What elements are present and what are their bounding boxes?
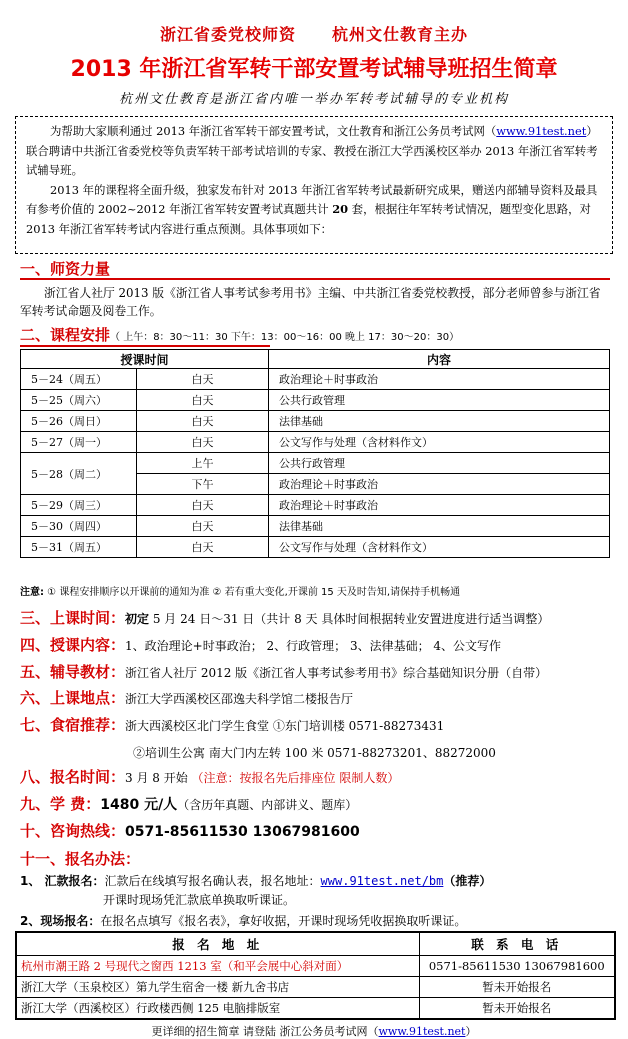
page-title: 2013 年浙江省军转干部安置考试辅导班招生简章	[70, 57, 558, 82]
section-hotline: 十、咨询热线：0571-85611530 13067981600	[20, 822, 360, 840]
section-lodging: 七、食宿推荐：浙大西溪校区北门学生食堂 ①东门培训楼 0571-88273431	[20, 716, 445, 734]
page-subtitle: 杭州文仕教育是浙江省内唯一举办军转考试辅导的专业机构	[118, 92, 509, 107]
section-teachers-text: 浙江省人社厅 2013 版《浙江省人事考试参考用书》主编、中共浙江省委党校教授，部分老师曾参与浙江省军转考试命题及阅卷工作。	[20, 286, 601, 318]
table-row: 5－24（周五） 白天 政治理论＋时事政治	[21, 369, 610, 390]
table-row: 浙江大学（玉泉校区）第九学生宿舍一楼 新九舍书店 暂未开始报名	[16, 977, 615, 998]
table-row: 浙江大学（西溪校区）行政楼西侧 125 电脑排版室 暂未开始报名	[16, 998, 615, 1020]
lodging-line2: ②培训生公寓 南大门内左转 100 米 0571-88273201、88272000	[133, 746, 496, 760]
schedule-notice: 注意: ① 课程安排顺序以开课前的通知为准 ② 若有重大变化,开课前 15 天及时告知,请保持手机畅通	[20, 587, 461, 598]
section-content: 四、授课内容：1、政治理论+时事政治； 2、行政管理； 3、法律基础； 4、公文写作	[20, 636, 502, 654]
table-header: 报 名 地 址 联 系 电 话	[16, 932, 615, 956]
reg-step1-line2: 开课时现场凭汇款底单换取听课证。	[103, 893, 296, 907]
table-row: 5－29（周三） 白天 政治理论＋时事政治	[21, 495, 610, 516]
intro-p1: 为帮助大家顺利通过 2013 年浙江省军转干部安置考试，文仕教育和浙江公务员考试网（www.91test.net）联合聘请中共浙江省委党校等负责军转干部考试培训的专家、教授在浙江大学西溪校区举办 2013 年浙江省军转考试辅导班。	[26, 124, 598, 177]
section-class-time: 三、上课时间：初定 5 月 24 日～31 日（共计 8 天 具体时间根据转业安置进度进行适当调整）	[20, 609, 550, 627]
site-link[interactable]: www.91test.net	[496, 124, 587, 138]
table-row: 5－26（周日） 白天 法律基础	[21, 411, 610, 432]
footer-link[interactable]: www.91test.net	[378, 1025, 466, 1038]
table-header: 授课时间 内容	[21, 350, 610, 369]
table-row: 5－25（周六） 白天 公共行政管理	[21, 390, 610, 411]
section-schedule-heading: 二、课程安排（ 上午：8：30～11：30 下午：13：00～16：00 晚上 17：30～20：30）	[20, 326, 460, 344]
reg-step1: 1、 汇款报名：汇款后在线填写报名确认表，报名地址：www.91test.net/bm（推荐）	[20, 874, 492, 888]
org2: 杭州文仕教育主办	[332, 25, 469, 44]
table-row: 下午 政治理论＋时事政治	[21, 474, 610, 495]
section-teachers-heading: 一、师资力量	[20, 260, 111, 278]
table-row: 5－27（周一） 白天 公文写作与处理（含材料作文）	[21, 432, 610, 453]
section-reg-method: 十一、报名办法：	[20, 850, 141, 868]
reg-step2: 2、现场报名：在报名点填写《报名表》，拿好收据，开课时现场凭收据换取听课证。	[20, 914, 467, 928]
footer: 更详细的招生简章 请登陆 浙江公务员考试网（www.91test.net）	[151, 1025, 477, 1038]
divider	[20, 345, 270, 347]
reg-link[interactable]: www.91test.net/bm	[320, 874, 444, 888]
section-location: 六、上课地点：浙江大学西溪校区邵逸夫科学馆二楼报告厅	[20, 689, 354, 707]
divider	[20, 278, 610, 280]
table-row: 杭州市潮王路 2 号现代之窗西 1213 室（和平会展中心斜对面） 0571-85611530 13067981600	[16, 956, 615, 977]
intro-box	[15, 116, 613, 254]
section-reg-time: 八、报名时间：3 月 8 开始 （注意：按报名先后排座位 限制人数）	[20, 768, 400, 786]
schedule-table	[20, 349, 610, 558]
registration-table	[15, 931, 616, 1020]
table-row: 5－28（周二） 上午 公共行政管理	[21, 453, 610, 474]
section-textbook: 五、辅导教材：浙江省人社厅 2012 版《浙江省人事考试参考用书》综合基础知识分册（自带）	[20, 663, 548, 681]
organizers	[0, 22, 628, 45]
table-row: 5－31（周五） 白天 公文写作与处理（含材料作文）	[21, 537, 610, 558]
org1: 浙江省委党校师资	[159, 25, 296, 44]
section-fee: 九、学 费：1480 元/人（含历年真题、内部讲义、题库）	[20, 795, 358, 813]
intro-p2: 2013 年的课程将全面升级，独家发布针对 2013 年浙江省军转考试最新研究成果，赠送内部辅导资料及最具有参考价值的 2002~2012 年浙江省军转安置考试真题共计 20 套，根据往年军转考试情况，题型变化思路，对 2013 年浙江省军转考试内容进行重点预测。具体事项如下：	[26, 182, 598, 236]
table-row: 5－30（周四） 白天 法律基础	[21, 516, 610, 537]
